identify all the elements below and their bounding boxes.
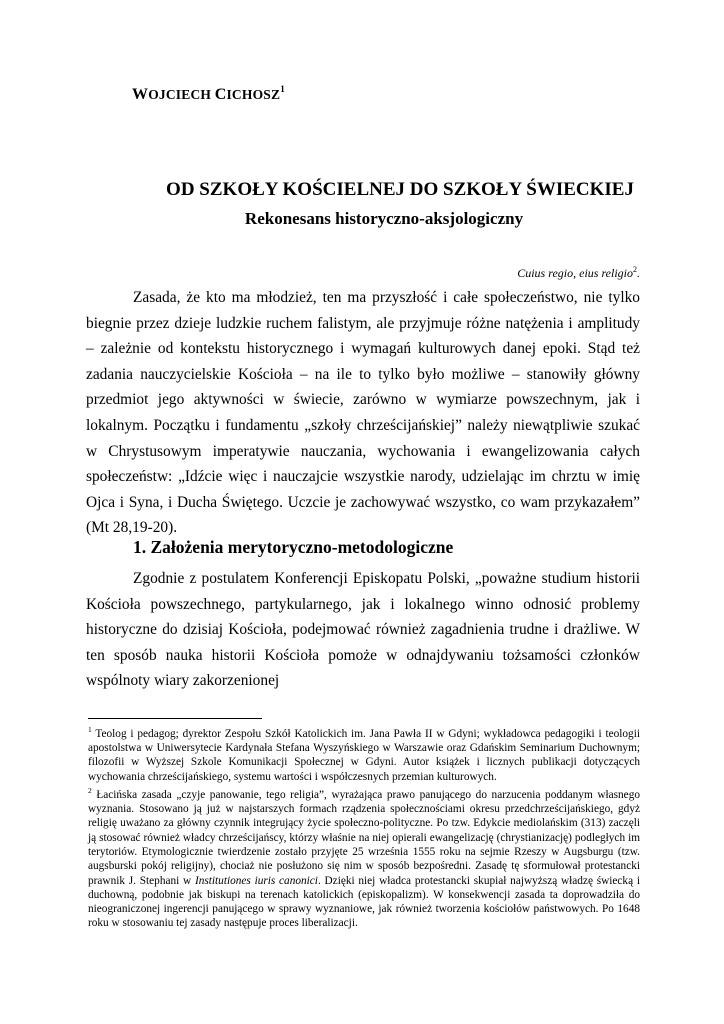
article-subtitle: Rekonesans historyczno-aksjologiczny: [244, 209, 524, 228]
author-footnote-ref[interactable]: 1: [280, 84, 285, 94]
footnotes: [88, 723, 640, 931]
footnote-divider: [88, 718, 262, 719]
article-title: OD SZKOŁY KOŚCIELNEJ DO SZKOŁY ŚWIECKIEJ: [166, 179, 634, 200]
intro-paragraph: Zasada, że kto ma młodzież, ten ma przyszłość i całe społeczeństwo, nie tylko biegnie przez dzieje ludzkie ruchem falistym, ale przyjmuje różne natężenia i amplitudy – zależnie od kontekstu historycznego i wymagań kulturowych danej epoki. Stąd też zadania nauczycielskie Kościoła – na ile to tylko było możliwe – stanowiły główny przedmiot jego aktywności w świecie, zarówno w wymiarze powszechnym, jak i lokalnym. Początku i fundamentu „szkoły chrześcijańskiej” należy niewątpliwie szukać w Chrystusowym imperatywie nauczania, wychowania i ewangelizowania całych społeczeństw: „Idźcie więc i nauczajcie wszystkie narody, udzielając im chrztu w imię Ojca i Syna, i Ducha Świętego. Uczcie je zachowywać wszystko, co wam przykazałem” (Mt 28,19-20).: [86, 289, 640, 537]
author-name: WOJCIECH CICHOSZ$^1$: [132, 84, 285, 103]
epigraph-footnote-ref[interactable]: 2: [633, 265, 637, 274]
footnote-2: $^2$ Łacińska zasada „czyje panowanie, tego religia”, wyrażająca prawo panującego do narzucenia poddanym własnego wyznania. Stosowano ją już w najstarszych formach rządzenia społecznościami okresu przedchrześcijańskiego, gdyż religię uważano za główny czynnik integrujący życie społeczno-polityczne. Po tzw. Edykcie mediolańskim (313) zaczęli ją stosować również władcy chrześcijańscy, którzy właśnie na niej opierali ewangelizację (chrystianizację) podległych im terytoriów. Etymologicznie twierdzenie zostało przyjęte 25 września 1555 roku na sejmie Rzeszy w Augsburgu (tzw. augsburski pokój religijny), chociaż nie posłużono się nim w sposób bezpośredni. Zasadę tę sformułował protestancki prawnik J. Stephani w Institutiones iuris canonici. Dzięki niej władca protestancki skupiał najwyższą władzę świecką i duchowną, podobnie jak biskupi na terenach katolickich (episkopalizm). W konsekwencji zasada ta doprowadziła do nieograniczonej ingerencji panującego w sprawy wyznaniowe, jak również tworzenia kościołów państwowych. Po 1648 roku w stosowaniu tej zasady następuje proces liberalizacji.: [88, 785, 640, 930]
section-paragraph: Zgodnie z postulatem Konferencji Episkopatu Polski, „poważne studium historii Kościoła powszechnego, partykularnego, jak i lokalnego winno odnosić problemy historyczne do dzisiaj Kościoła, podejmować również zagadnienia trudne i drażliwe. W ten sposób nauka historii Kościoła pomoże w odnajdywaniu tożsamości członków wspólnoty wiary zakorzenionej: [86, 570, 640, 690]
footnote-1: $^1$ Teolog i pedagog; dyrektor Zespołu Szkół Katolickich im. Jana Pawła II w Gdyni; wykładowca pedagogiki i teologii apostolstwa w Uniwersytecie Kardynała Stefana Wyszyńskiego w Warszawie oraz Gdańskim Seminarium Duchownym; filozofii w Wyższej Szkole Komunikacji Społecznej w Gdyni. Autor książek i licznych publikacji dotyczących wychowania chrześcijańskiego, systemu wartości i współczesnych przemian kulturowych.: [88, 725, 640, 783]
epigraph: Cuius regio, eius religio$^2$.: [517, 265, 640, 280]
section-heading: 1. Założenia merytoryczno-metodologiczne: [133, 537, 454, 557]
